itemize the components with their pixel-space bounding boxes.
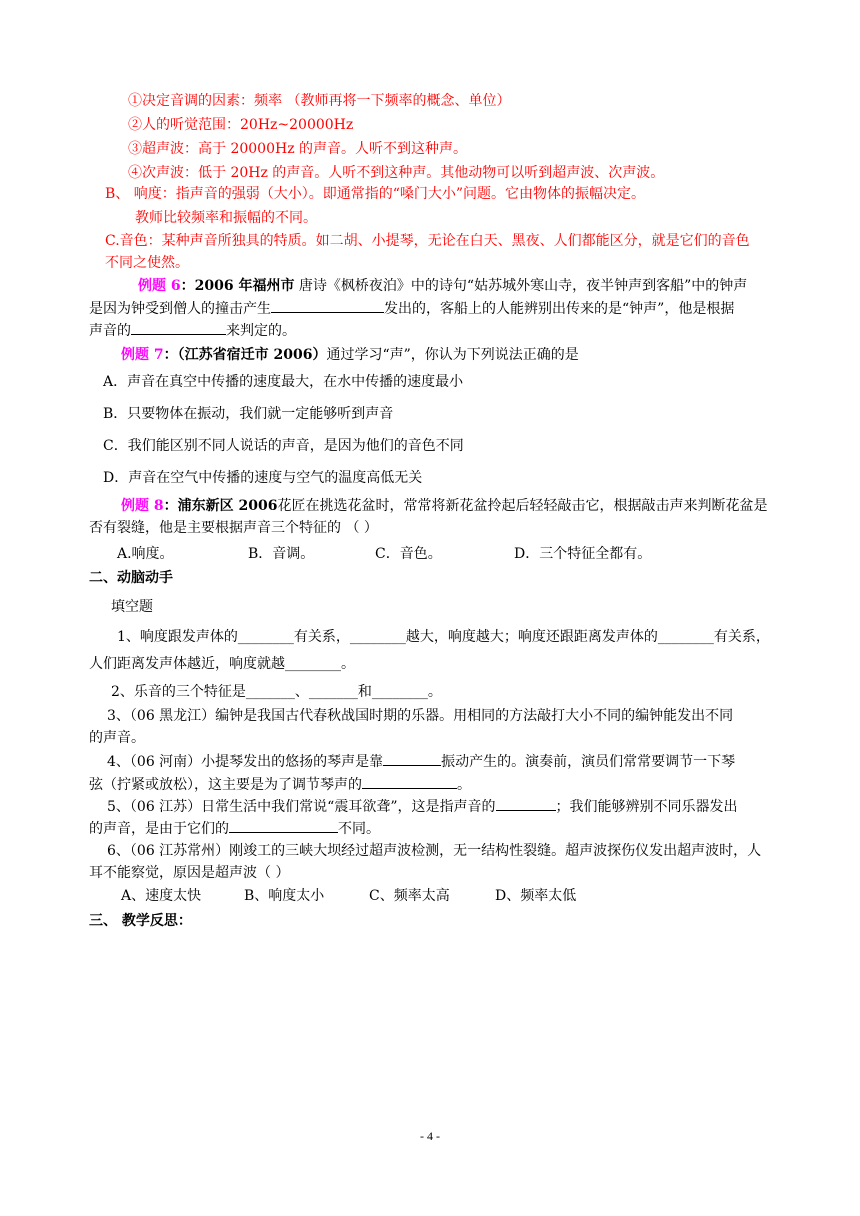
page-number: - 4 - <box>420 1129 440 1143</box>
question-4-line-2 <box>89 775 471 794</box>
example-7-option-b: B．只要物体在振动，我们就一定能够听到声音 <box>103 406 394 422</box>
example-8-option-b: B．音调。 <box>248 546 315 562</box>
question-6-line-1: 6、（06 江苏常州）刚竣工的三峡大坝经过超声波检测，无一结构性裂缝。超声波探伤仪发出超声波时，人 <box>107 843 762 859</box>
example-7-option-d: D．声音在空气中传播的速度与空气的温度高低无关 <box>103 470 423 486</box>
example-8-label: 例题 8 <box>121 498 164 514</box>
question-4-text-1b: 振动产生的。演奏前，演员们常常要调节一下琴 <box>441 754 736 770</box>
question-5-line-2 <box>89 819 380 838</box>
question-5-text-1a: 5、（06 江苏）日常生活中我们常说“震耳欲聋”，这是指声音的 <box>107 799 496 815</box>
answer-blank[interactable] <box>362 775 457 789</box>
example-8-line-1 <box>121 497 767 515</box>
example-8-option-c: C．音色。 <box>375 546 442 562</box>
question-4-text-1a: 4、（06 河南）小提琴发出的悠扬的琴声是靠 <box>107 754 384 770</box>
example-7-label: 例题 7 <box>121 347 164 363</box>
question-6-line-2: 耳不能察觉，原因是超声波（ ） <box>89 865 290 881</box>
example-6-text-1: 唐诗《枫桥夜泊》中的诗句“姑苏城外寒山寺，夜半钟声到客船”中的钟声 <box>294 278 748 294</box>
loudness-line: B、 响度：指声音的强弱（大小）。即通常指的“嗓门大小”问题。它由物体的振幅决定。 <box>105 186 646 202</box>
question-3-line-1: 3、（06 黑龙江）编钟是我国古代春秋战国时期的乐器。用相同的方法敲打大小不同的编钟能发出不同 <box>107 708 734 724</box>
question-5-text-2b: 不同。 <box>338 821 380 837</box>
example-6-text-3a: 声音的 <box>89 323 131 339</box>
example-8-source: ：浦东新区 2006 <box>163 498 278 514</box>
question-4-text-2a: 弦（拧紧或放松），这主要是为了调节琴声的 <box>89 777 362 793</box>
infrasound-line: ④次声波：低于 20Hz 的声音。人听不到这种声。其他动物可以听到超声波、次声波。 <box>128 165 665 181</box>
example-7-source: ：（江苏省宿迁市 2006） <box>163 347 327 363</box>
section-3-title: 三、 教学反思： <box>89 913 192 929</box>
question-6-option-d: D、频率太低 <box>495 888 577 904</box>
answer-blank[interactable] <box>271 299 384 313</box>
example-8-text-1: 花匠在挑选花盆时，常常将新花盆拎起后轻轻敲击它，根据敲击声来判断花盆是 <box>277 498 768 514</box>
question-2: 2、乐音的三个特征是_______、_______和________。 <box>111 684 442 700</box>
example-6-source: ：2006 年福州市 <box>180 278 295 294</box>
question-4-line-1 <box>107 752 735 771</box>
question-3-line-2: 的声音。 <box>89 730 145 746</box>
fill-blank-subtitle: 填空题 <box>111 599 153 615</box>
question-1-line-1: 1、响度跟发声体的________有关系，________越大，响度越大；响度还跟距离发声体的________有关系， <box>117 629 770 645</box>
question-5-text-2a: 的声音，是由于它们的 <box>89 821 229 837</box>
answer-blank[interactable] <box>496 797 556 811</box>
example-6-label: 例题 6 <box>138 278 181 294</box>
question-6-option-c: C、频率太高 <box>369 888 450 904</box>
answer-blank[interactable] <box>383 752 441 766</box>
timbre-line-cont: 不同之使然。 <box>105 255 189 271</box>
example-6-text-3b: 来判定的。 <box>226 323 296 339</box>
question-6-option-b: B、响度太小 <box>244 888 325 904</box>
example-7-option-c: C．我们能区别不同人说话的声音，是因为他们的音色不同 <box>103 438 464 454</box>
question-5-text-1b: ；我们能够辨别不同乐器发出 <box>555 799 738 815</box>
question-6-option-a: A、速度太快 <box>121 888 202 904</box>
section-2-title: 二、动脑动手 <box>89 570 173 586</box>
example-6-line-3 <box>89 321 296 340</box>
timbre-line: C.音色：某种声音所独具的特质。如二胡、小提琴，无论在白天、黑夜、人们都能区分，就是它们的音色 <box>105 233 750 249</box>
question-4-text-2b: 。 <box>457 777 471 793</box>
ultrasound-line: ③超声波：高于 20000Hz 的声音。人听不到这种声。 <box>128 141 468 157</box>
question-1-line-2: 人们距离发声体越近，响度就越________。 <box>89 656 355 672</box>
example-8-option-a: A.响度。 <box>117 546 174 562</box>
answer-blank[interactable] <box>131 321 226 335</box>
teacher-compare-line: 教师比较频率和振幅的不同。 <box>135 210 317 226</box>
pitch-factor-line: ①决定音调的因素：频率 （教师再将一下频率的概念、单位） <box>128 93 511 109</box>
hearing-range-line: ②人的听觉范围：20Hz~20000Hz <box>128 117 354 133</box>
example-8-option-d: D．三个特征全都有。 <box>514 546 652 562</box>
example-7-stem <box>121 346 579 364</box>
answer-blank[interactable] <box>229 819 338 833</box>
example-7-question: 通过学习“声”，你认为下列说法正确的是 <box>326 347 579 363</box>
example-8-line-2: 否有裂缝，他是主要根据声音三个特征的 （ ） <box>89 520 378 536</box>
question-5-line-1 <box>107 797 738 816</box>
example-6-line-1 <box>138 277 747 295</box>
example-7-option-a: A．声音在真空中传播的速度最大，在水中传播的速度最小 <box>103 374 464 390</box>
example-6-text-2b: 发出的，客船上的人能辨别出传来的是“钟声”，他是根据 <box>384 301 735 317</box>
example-6-line-2 <box>89 299 734 318</box>
example-6-text-2a: 是因为钟受到僧人的撞击产生 <box>89 301 271 317</box>
